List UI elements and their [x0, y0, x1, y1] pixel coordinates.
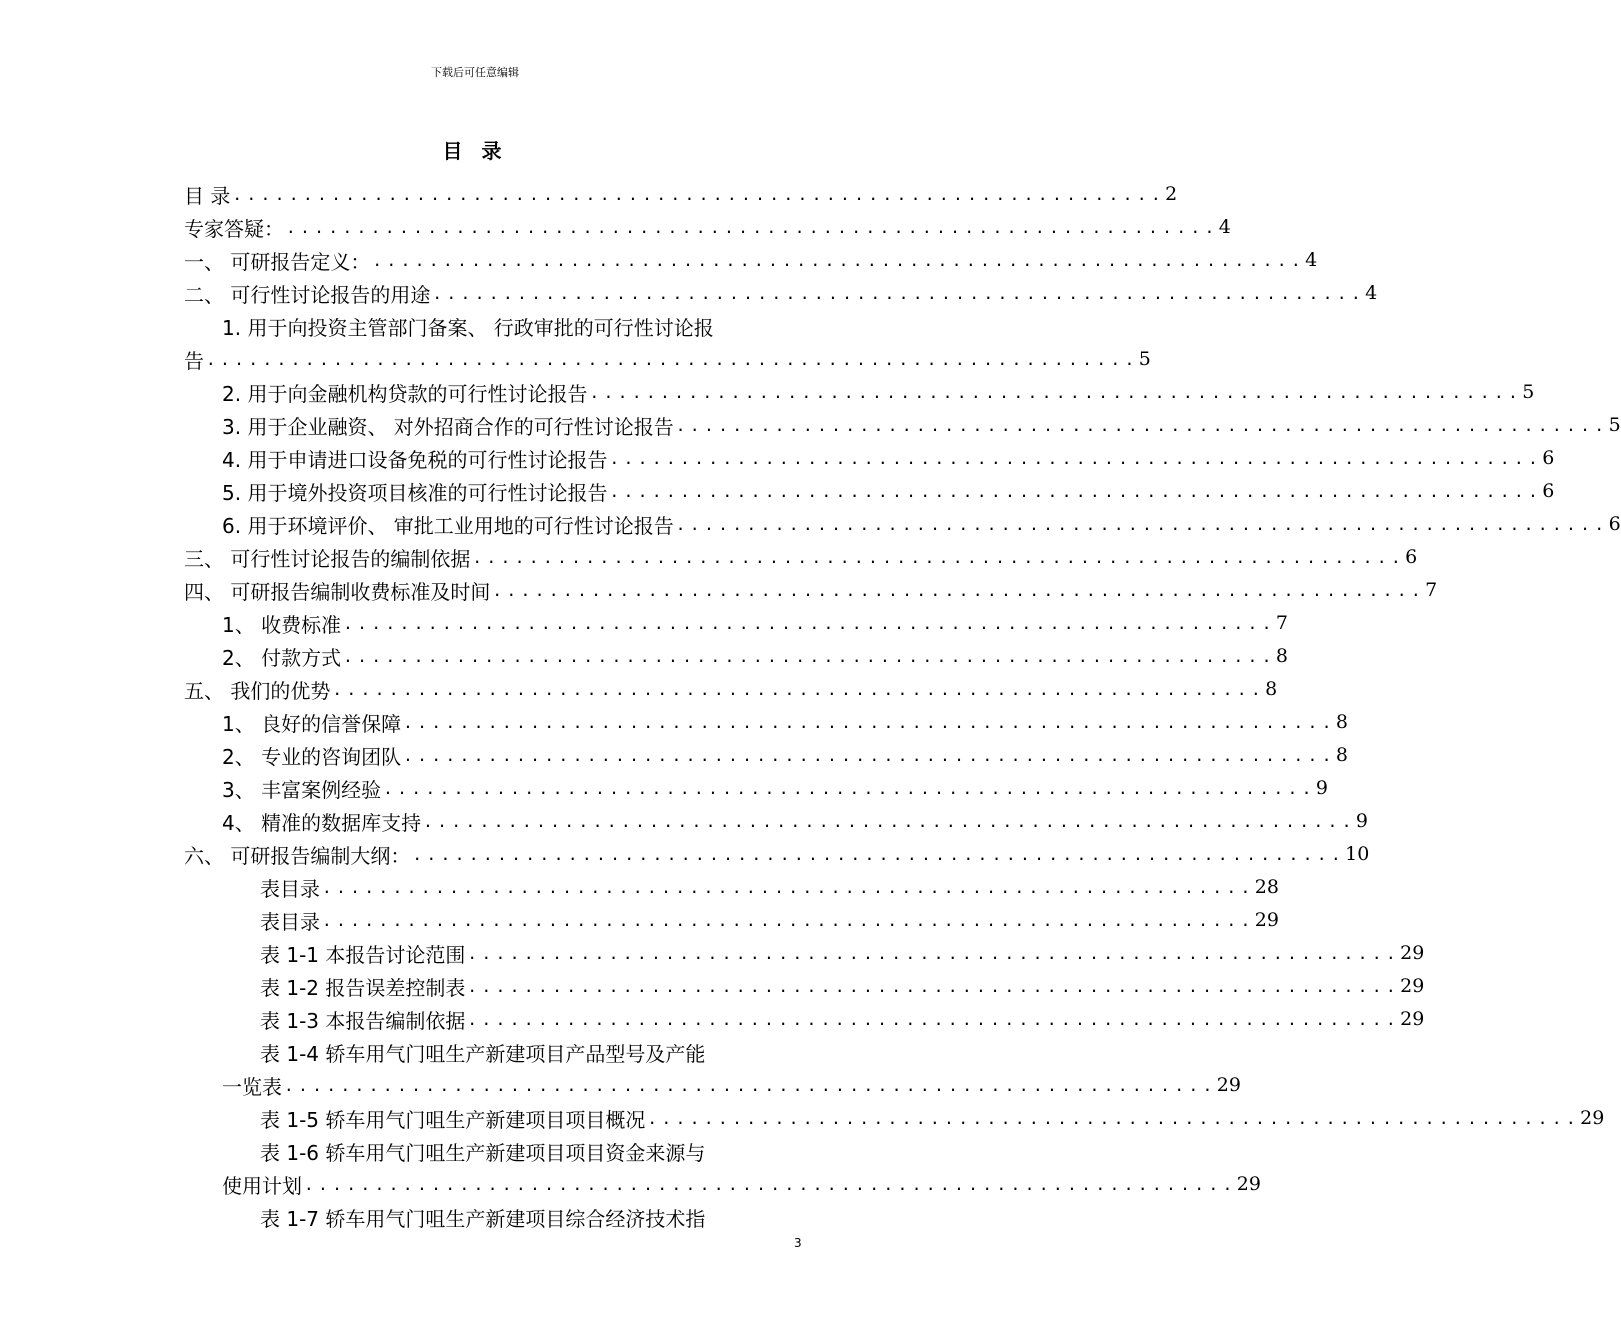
toc-entry[interactable]: 3. 用于企业融资、 对外招商合作的可行性讨论报告 .................................................................. 5: [222, 414, 1621, 439]
toc-entry-line[interactable]: 1. 用于向投资主管部门备案、 行政审批的可行性讨论报: [222, 315, 714, 340]
toc-page-number: 4: [1218, 216, 1231, 238]
toc-page-number: 28: [1254, 876, 1279, 898]
toc-page-number: 10: [1345, 843, 1370, 865]
toc-entry[interactable]: 告 .................................................................. 5: [184, 348, 1151, 373]
toc-page-number: 4: [1365, 282, 1378, 304]
toc-page-number: 8: [1265, 678, 1278, 700]
toc-page-number: 9: [1355, 810, 1368, 832]
toc-page-number: 29: [1236, 1173, 1261, 1195]
toc-page-number: 7: [1425, 579, 1438, 601]
leader-dots: ..................................................................: [304, 1174, 1237, 1194]
toc-page-number: 9: [1315, 777, 1328, 799]
toc-entry[interactable]: 二、 可行性讨论报告的用途 .................................................................. 4: [184, 282, 1378, 307]
toc-page-number: 29: [1400, 975, 1425, 997]
toc-page-number: 8: [1275, 645, 1288, 667]
toc-entry[interactable]: 表目录 .................................................................. 29: [260, 909, 1279, 934]
toc-page-number: 4: [1305, 249, 1318, 271]
toc-entry[interactable]: 1、 良好的信誉保障 .................................................................. 8: [222, 711, 1348, 736]
toc-page-number: 8: [1335, 744, 1348, 766]
leader-dots: ..................................................................: [423, 811, 1356, 831]
toc-entry[interactable]: 使用计划 .................................................................. 29: [222, 1173, 1261, 1198]
page-number: 3: [794, 1236, 802, 1250]
toc-entry[interactable]: 六、 可研报告编制大纲： .................................................................. 10: [184, 843, 1370, 868]
leader-dots: ..................................................................: [609, 481, 1543, 501]
leader-dots: ..................................................................: [589, 382, 1523, 402]
toc-page-number: 29: [1400, 942, 1425, 964]
toc-entry[interactable]: 表 1-2 报告误差控制表 .................................................................. 29: [260, 975, 1425, 1000]
leader-dots: ..................................................................: [343, 613, 1276, 633]
leader-dots: ..................................................................: [343, 646, 1276, 666]
toc-page-number: 7: [1275, 612, 1288, 634]
leader-dots: ..................................................................: [372, 250, 1306, 270]
leader-dots: ..................................................................: [492, 580, 1426, 600]
leader-dots: ..................................................................: [432, 283, 1366, 303]
toc-page-number: 2: [1165, 183, 1178, 205]
leader-dots: ..................................................................: [467, 1009, 1401, 1029]
leader-dots: ..................................................................: [403, 745, 1336, 765]
toc-entry-line[interactable]: 表 1-4 轿车用气门咀生产新建项目产品型号及产能: [260, 1041, 706, 1066]
toc-page-number: 5: [1608, 414, 1621, 436]
leader-dots: ..................................................................: [332, 679, 1266, 699]
leader-dots: ..................................................................: [647, 1108, 1581, 1128]
leader-dots: ..................................................................: [206, 349, 1139, 369]
toc-page-number: 5: [1138, 348, 1151, 370]
leader-dots: ..................................................................: [467, 943, 1401, 963]
toc-page-number: 29: [1400, 1008, 1425, 1030]
toc-entry[interactable]: 4. 用于申请进口设备免税的可行性讨论报告 .................................................................. 6: [222, 447, 1555, 472]
page-header: 下载后可任意编辑: [431, 66, 519, 79]
leader-dots: ..................................................................: [286, 217, 1219, 237]
toc-entry[interactable]: 4、 精准的数据库支持 .................................................................. 9: [222, 810, 1368, 835]
toc-page-number: 6: [1542, 480, 1555, 502]
toc-entry[interactable]: 1、 收费标准 .................................................................. 7: [222, 612, 1288, 637]
toc-title: 目 录: [442, 139, 508, 163]
leader-dots: ..................................................................: [322, 877, 1255, 897]
toc-entry[interactable]: 2. 用于向金融机构贷款的可行性讨论报告 .................................................................. 5: [222, 381, 1535, 406]
toc-entry[interactable]: 表 1-5 轿车用气门咀生产新建项目项目概况 .................................................................. 29: [260, 1107, 1605, 1132]
toc-entry[interactable]: 2、 付款方式 .................................................................. 8: [222, 645, 1288, 670]
leader-dots: ..................................................................: [284, 1075, 1217, 1095]
leader-dots: ..................................................................: [412, 844, 1346, 864]
toc-entry-line[interactable]: 表 1-6 轿车用气门咀生产新建项目项目资金来源与: [260, 1140, 706, 1165]
leader-dots: ..................................................................: [322, 910, 1255, 930]
leader-dots: ..................................................................: [467, 976, 1401, 996]
toc-entry[interactable]: 表 1-1 本报告讨论范围 .................................................................. 29: [260, 942, 1425, 967]
toc-page-number: 29: [1254, 909, 1279, 931]
toc-entry[interactable]: 三、 可行性讨论报告的编制依据 .................................................................. 6: [184, 546, 1418, 571]
toc-entry[interactable]: 四、 可研报告编制收费标准及时间 .................................................................. 7: [184, 579, 1438, 604]
toc-entry[interactable]: 表 1-3 本报告编制依据 .................................................................. 29: [260, 1008, 1425, 1033]
leader-dots: ..................................................................: [232, 184, 1166, 204]
toc-page-number: 29: [1216, 1074, 1241, 1096]
toc-page-number: 6: [1608, 513, 1621, 535]
leader-dots: ..................................................................: [609, 448, 1543, 468]
toc-entry[interactable]: 一、 可研报告定义： .................................................................. 4: [184, 249, 1318, 274]
leader-dots: ..................................................................: [675, 514, 1609, 534]
toc-page-number: 8: [1335, 711, 1348, 733]
toc-entry[interactable]: 一览表 .................................................................. 29: [222, 1074, 1241, 1099]
toc-entry[interactable]: 5. 用于境外投资项目核准的可行性讨论报告 .................................................................. 6: [222, 480, 1555, 505]
toc-entry[interactable]: 专家答疑： .................................................................. 4: [184, 216, 1231, 241]
toc-entry[interactable]: 6. 用于环境评价、 审批工业用地的可行性讨论报告 .................................................................. 6: [222, 513, 1621, 538]
toc-entry[interactable]: 目 录 .................................................................. 2: [184, 183, 1178, 208]
toc-entry[interactable]: 表目录 .................................................................. 28: [260, 876, 1279, 901]
toc-entry[interactable]: 3、 丰富案例经验 .................................................................. 9: [222, 777, 1328, 802]
leader-dots: ..................................................................: [675, 415, 1609, 435]
toc-page-number: 6: [1405, 546, 1418, 568]
leader-dots: ..................................................................: [383, 778, 1316, 798]
toc-entry[interactable]: 2、 专业的咨询团队 .................................................................. 8: [222, 744, 1348, 769]
toc-page-number: 29: [1580, 1107, 1605, 1129]
toc-entry-line[interactable]: 表 1-7 轿车用气门咀生产新建项目综合经济技术指: [260, 1206, 706, 1231]
toc-entry[interactable]: 五、 我们的优势 .................................................................. 8: [184, 678, 1278, 703]
leader-dots: ..................................................................: [403, 712, 1336, 732]
toc-page-number: 5: [1522, 381, 1535, 403]
toc-page-number: 6: [1542, 447, 1555, 469]
leader-dots: ..................................................................: [472, 547, 1406, 567]
